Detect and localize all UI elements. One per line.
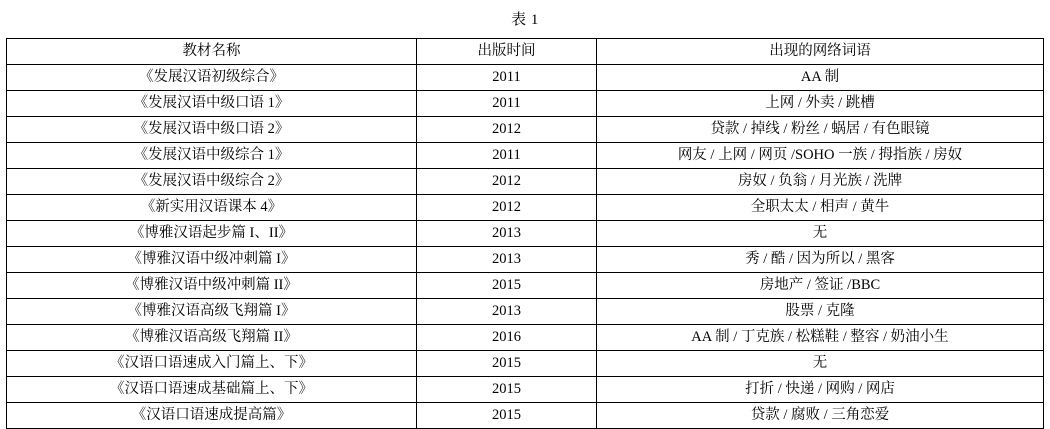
cell-network-words: AA 制 / 丁克族 / 松糕鞋 / 整容 / 奶油小生 [597,325,1044,351]
cell-network-words: 全职太太 / 相声 / 黄牛 [597,195,1044,221]
cell-network-words: 贷款 / 掉线 / 粉丝 / 蜗居 / 有色眼镜 [597,117,1044,143]
cell-network-words: 股票 / 克隆 [597,299,1044,325]
column-header-publication-date: 出版时间 [417,39,597,65]
cell-network-words: 无 [597,221,1044,247]
cell-textbook-name: 《博雅汉语中级冲刺篇 I》 [7,247,417,273]
cell-publication-date: 2011 [417,91,597,117]
cell-publication-date: 2012 [417,117,597,143]
table-row [7,403,1044,429]
table-row [7,117,1044,143]
cell-publication-date: 2013 [417,247,597,273]
table-row [7,221,1044,247]
cell-textbook-name: 《发展汉语中级口语 2》 [7,117,417,143]
cell-network-words: 房奴 / 负翁 / 月光族 / 洗牌 [597,169,1044,195]
table-row [7,325,1044,351]
table-row [7,273,1044,299]
cell-network-words: 房地产 / 签证 /BBC [597,273,1044,299]
table-row [7,195,1044,221]
table-header [7,39,1044,65]
table-row [7,143,1044,169]
cell-network-words: 贷款 / 腐败 / 三角恋爱 [597,403,1044,429]
cell-textbook-name: 《博雅汉语起步篇 I、II》 [7,221,417,247]
table-row [7,351,1044,377]
cell-publication-date: 2013 [417,299,597,325]
cell-textbook-name: 《汉语口语速成提高篇》 [7,403,417,429]
cell-textbook-name: 《博雅汉语高级飞翔篇 I》 [7,299,417,325]
table-row [7,169,1044,195]
cell-publication-date: 2012 [417,169,597,195]
textbook-network-words-table [6,38,1044,429]
table-caption: 表 1 [511,12,539,28]
cell-textbook-name: 《汉语口语速成基础篇上、下》 [7,377,417,403]
cell-textbook-name: 《发展汉语中级综合 2》 [7,169,417,195]
table-row [7,299,1044,325]
cell-publication-date: 2011 [417,143,597,169]
cell-textbook-name: 《博雅汉语中级冲刺篇 II》 [7,273,417,299]
cell-network-words: 无 [597,351,1044,377]
cell-textbook-name: 《发展汉语中级综合 1》 [7,143,417,169]
table-row [7,247,1044,273]
cell-publication-date: 2016 [417,325,597,351]
cell-network-words: 网友 / 上网 / 网页 /SOHO 一族 / 拇指族 / 房奴 [597,143,1044,169]
cell-publication-date: 2015 [417,403,597,429]
table-row [7,65,1044,91]
cell-textbook-name: 《博雅汉语高级飞翔篇 II》 [7,325,417,351]
table-row [7,91,1044,117]
cell-textbook-name: 《新实用汉语课本 4》 [7,195,417,221]
column-header-network-words: 出现的网络词语 [597,39,1044,65]
cell-publication-date: 2012 [417,195,597,221]
cell-textbook-name: 《汉语口语速成入门篇上、下》 [7,351,417,377]
cell-network-words: AA 制 [597,65,1044,91]
cell-textbook-name: 《发展汉语初级综合》 [7,65,417,91]
cell-network-words: 打折 / 快递 / 网购 / 网店 [597,377,1044,403]
cell-network-words: 上网 / 外卖 / 跳槽 [597,91,1044,117]
table-row [7,377,1044,403]
cell-publication-date: 2013 [417,221,597,247]
cell-textbook-name: 《发展汉语中级口语 1》 [7,91,417,117]
cell-network-words: 秀 / 酷 / 因为所以 / 黑客 [597,247,1044,273]
cell-publication-date: 2011 [417,65,597,91]
cell-publication-date: 2015 [417,351,597,377]
table-header-row [7,39,1044,65]
table-body [7,65,1044,429]
cell-publication-date: 2015 [417,273,597,299]
column-header-textbook-name: 教材名称 [7,39,417,65]
cell-publication-date: 2015 [417,377,597,403]
